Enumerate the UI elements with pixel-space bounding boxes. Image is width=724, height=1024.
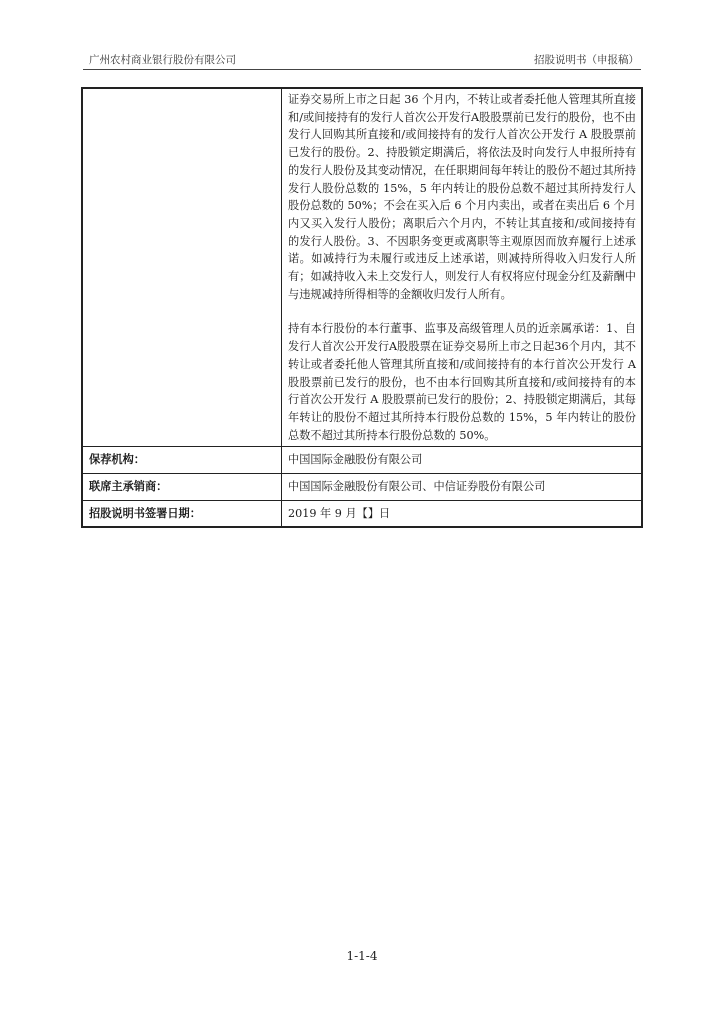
header-company-name: 广州农村商业银行股份有限公司 [89,54,236,66]
table-row-signing-date [82,500,642,527]
underwriters-value: 中国国际金融股份有限公司、中信证券股份有限公司 [282,474,643,501]
commitment-paragraph-2: 持有本行股份的本行董事、监事及高级管理人员的近亲属承诺：1、自发行人首次公开发行A股股票在证券交易所上市之日起36个月内，其不转让或者委托他人管理其所直接和/或间接持有的本行首次公开发行 A 股股票前已发行的股份，也不由本行回购其所直接和/或间接持有的本行首次公开发行 A 股股票前已发行的股份；2、持股锁定期满后，其每年转让的股份不超过其所持本行股份总数的 15%，5 年内转让的股份总数不超过其所持本行股份总数的 50%。 [288,322,636,442]
table-row-underwriters [82,474,642,501]
table-row-continuation [82,88,642,447]
signing-date-label: 招股说明书签署日期： [82,500,282,527]
page-header [83,52,641,68]
commitment-text-cell [282,88,643,447]
page-number: 1-1-4 [346,949,378,963]
prospectus-info-table [81,87,643,528]
commitment-paragraph-1: 证券交易所上市之日起 36 个月内，不转让或者委托他人管理其所直接和/或间接持有的发行人首次公开发行A股股票前已发行的股份，也不由发行人回购其所直接和/或间接持有的发行人首次公开发行 A 股股票前已发行的股份。2、持股锁定期满后，将依法及时向发行人申报所持有的发行人股份及其变动情况，在任职期间每年转让的股份不超过其所持发行人股份总数的 15%，5 年内转让的股份总数不超过其所持发行人股份总数的 50%；不会在买入后 6 个月内卖出，或者在卖出后 6 个月内又买入发行人股份；离职后六个月内，不转让其直接和/或间接持有的发行人股份。3、不因职务变更或离职等主观原因而放弃履行上述承诺。如减持行为未履行或违反上述承诺，则减持所得收入归发行人所有；如减持收入未上交发行人，则发行人有权将应付现金分红及薪酬中与违规减持所得相等的金额收归发行人所有。 [288,93,636,301]
underwriters-label: 联席主承销商： [82,474,282,501]
header-rule [83,69,641,70]
table-row-sponsor [82,447,642,474]
sponsor-value: 中国国际金融股份有限公司 [282,447,643,474]
empty-label-cell [82,88,282,447]
signing-date-value: 2019 年 9 月【】日 [282,500,643,527]
header-document-title: 招股说明书（申报稿） [534,54,639,66]
sponsor-label: 保荐机构： [82,447,282,474]
